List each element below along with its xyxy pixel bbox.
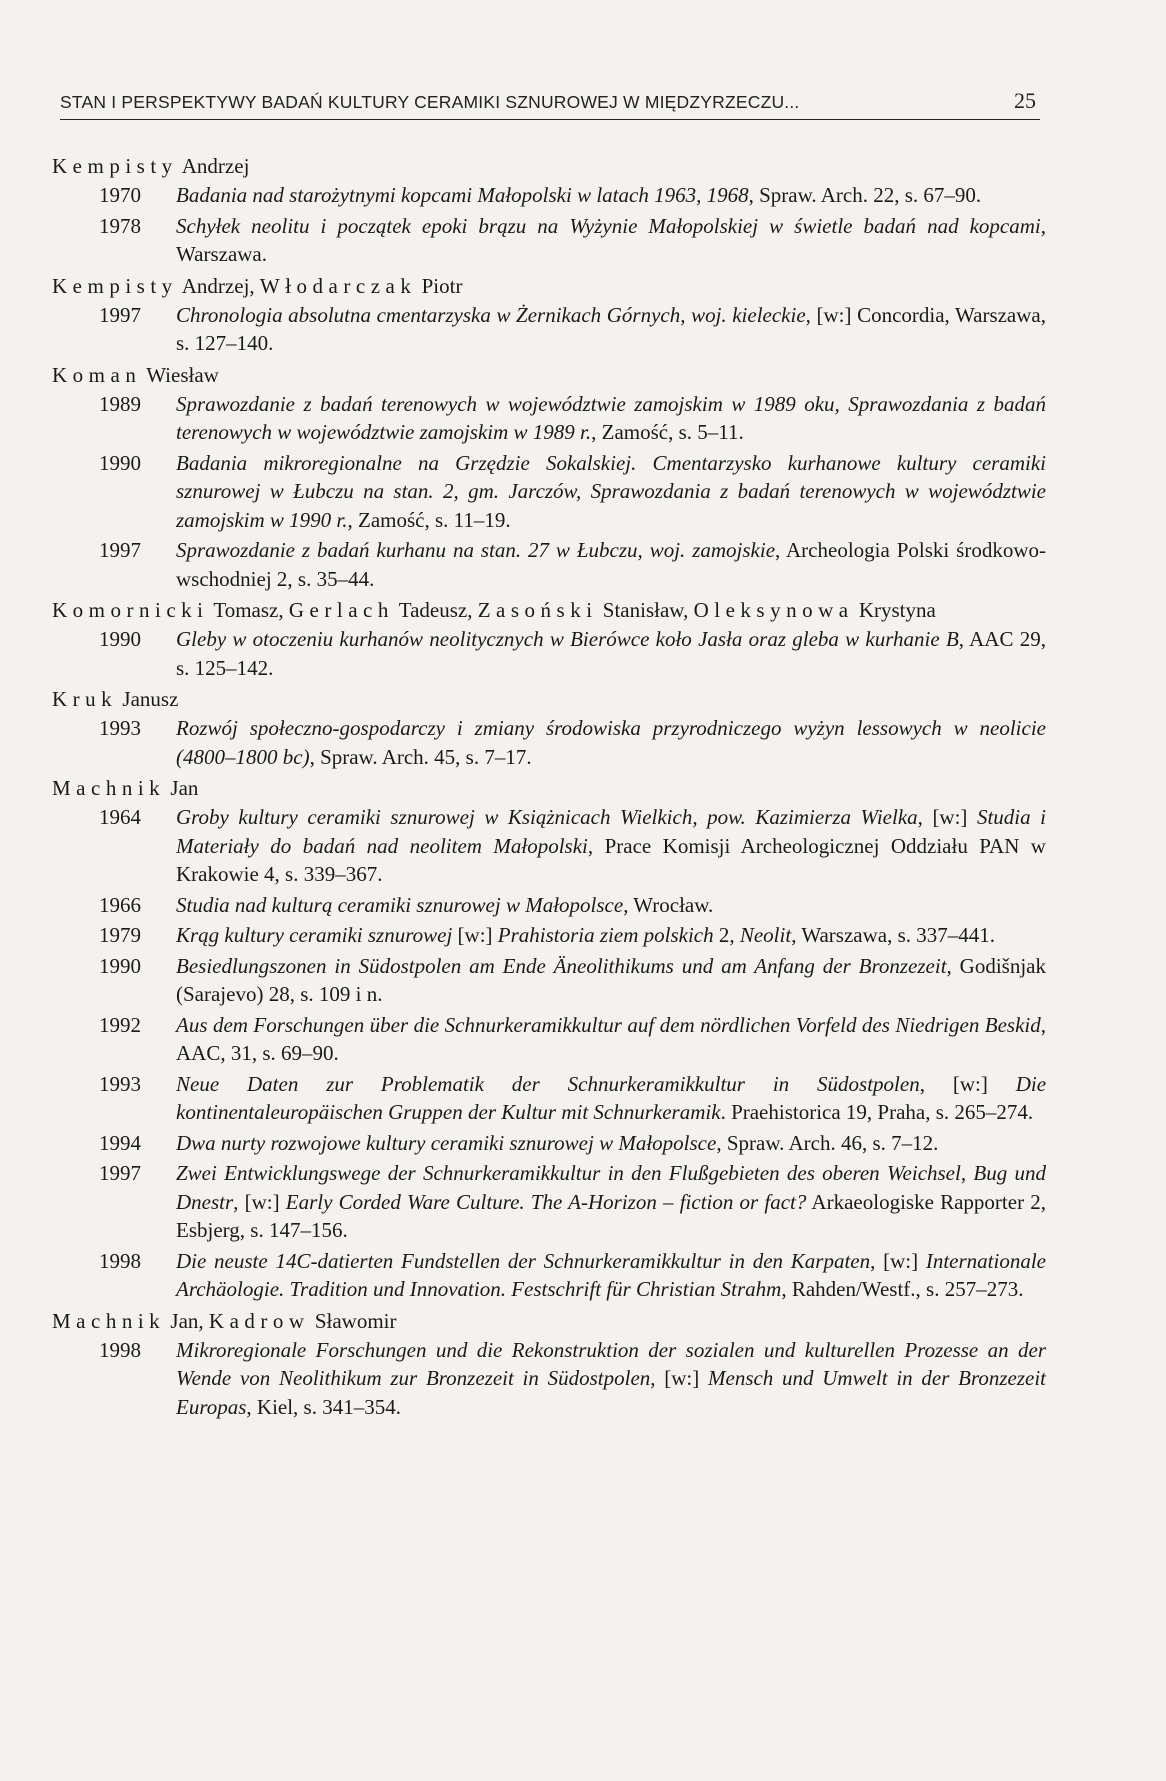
entry-year: 1989	[99, 391, 141, 416]
entry-text-segment: , Zamość, s. 11–19.	[347, 507, 511, 532]
entry-text-segment: , Spraw. Arch. 45, s. 7–17.	[309, 744, 532, 769]
entry-text-segment: , [w:] Concordia, Warszawa, s. 127–140.	[176, 302, 1046, 355]
entry-year: 1998	[99, 1337, 141, 1362]
author-group	[52, 684, 1046, 771]
entry-text	[176, 212, 1046, 269]
author-surname: Kadrow	[208, 1308, 310, 1333]
author-surname: Włodarczak	[259, 273, 417, 298]
entry-text-segment: , [w:]	[917, 805, 977, 829]
entry-title-italic: Early Corded Ware Culture. The A-Horizon – fiction or fact?	[285, 1189, 807, 1214]
entry-title-italic: Dwa nurty rozwojowe kultury ceramiki sznurowej w Małopolsce	[176, 1130, 717, 1155]
author-group	[52, 773, 1046, 1304]
bibliography-entry	[52, 921, 1046, 950]
entry-text	[176, 390, 1046, 447]
bibliography-entry	[52, 625, 1046, 682]
entry-title-italic: Sprawozdanie z badań terenowych w województwie zamojskim w 1989 oku, Sprawozdania z badań terenowych w województwie zamojskim w 1989 r.	[176, 391, 1046, 444]
entry-title-italic: Die kontinentaleuropäischen Gruppen der Kultur mit Schnurkeramik	[176, 1071, 1047, 1124]
author-given-name: Andrzej	[181, 273, 250, 298]
author-surname: Koman	[52, 362, 142, 387]
entry-text-segment: , Kiel, s. 341–354.	[246, 1394, 401, 1419]
entry-year: 1993	[99, 716, 141, 740]
entry-text-segment: , Zamość, s. 5–11.	[591, 420, 744, 444]
entry-text	[176, 921, 1046, 950]
entry-title-italic: Zwei Entwicklungswege der Schnurkeramikkultur in den Flußgebieten des oberen Weichsel, Bug und Dnestr	[176, 1161, 1046, 1214]
entry-text-segment: , Rahden/Westf., s. 257–273.	[781, 1277, 1024, 1301]
author-line	[52, 360, 1046, 390]
entry-year: 1997	[99, 1161, 141, 1185]
author-given-name: Krystyna	[858, 598, 936, 622]
entry-title-italic: Badania nad starożytnymi kopcami Małopolski w latach 1963, 1968	[176, 183, 749, 207]
entry-title-italic: Besiedlungszonen in Südostpolen am Ende Äneolithikums und am Anfang der Bronzezeit	[176, 953, 947, 978]
author-surname: Machnik	[52, 776, 166, 800]
entry-year: 1997	[99, 302, 141, 327]
entry-text-segment: , Spraw. Arch. 46, s. 7–12.	[716, 1130, 939, 1155]
bibliography-entry	[52, 714, 1046, 771]
entry-year: 1979	[99, 923, 141, 947]
author-surname: Kruk	[52, 687, 118, 711]
author-line: Kempisty Andrzej, Włodarczak Piotr	[52, 273, 463, 298]
entry-text-segment: , Wrocław.	[623, 892, 714, 917]
bibliography-entry	[52, 1159, 1046, 1245]
entry-text	[176, 1129, 1046, 1158]
author-given-name: Tadeusz	[398, 598, 468, 622]
entry-text	[176, 449, 1046, 535]
author-given-name: Wiesław	[146, 362, 219, 387]
entry-text-segment: , Prace Komisji Archeologicznej Oddziału PAN w Krakowie 4, s. 339–367.	[176, 833, 1046, 886]
entry-text-segment: , [w:]	[233, 1189, 286, 1214]
author-group	[52, 360, 1046, 594]
entry-text-segment: . Praehistorica 19, Praha, s. 265–274.	[720, 1100, 1034, 1124]
author-given-name: Andrzej	[181, 154, 250, 178]
bibliography-entry	[52, 952, 1046, 1009]
entry-text-segment: , Warszawa.	[176, 213, 1046, 266]
entry-year: 1990	[99, 627, 141, 651]
entry-year: 1997	[99, 538, 141, 562]
entry-text	[176, 301, 1046, 358]
bibliography-entry	[52, 891, 1046, 920]
entry-text-segment: , Spraw. Arch. 22, s. 67–90.	[748, 183, 982, 207]
bibliography-entry	[52, 181, 1046, 210]
entry-text	[176, 181, 1046, 210]
entry-text-segment: 2,	[713, 923, 740, 947]
author-given-name: Janusz	[122, 687, 179, 711]
entry-year: 1970	[99, 183, 141, 207]
entry-title-italic: Groby kultury ceramiki sznurowej w Książnicach Wielkich, pow. Kazimierza Wielka	[176, 805, 918, 829]
author-given-name: Jan	[170, 776, 199, 800]
entry-text	[176, 1159, 1046, 1245]
entry-title-italic: Internationale Archäologie. Tradition und Innovation. Festschrift für Christian Strahm	[176, 1248, 1046, 1301]
entry-title-italic: Krąg kultury ceramiki sznurowej	[176, 923, 453, 947]
entry-title-italic: Neolit	[739, 923, 792, 947]
author-group	[52, 271, 1046, 358]
author-given-name: Stanisław	[602, 598, 684, 622]
entry-year: 1990	[99, 953, 141, 978]
entry-text-segment: , Warszawa, s. 337–441.	[791, 923, 995, 947]
entry-year: 1998	[99, 1248, 141, 1273]
author-line	[52, 151, 1046, 181]
author-given-name: Jan	[170, 1308, 199, 1333]
entry-text	[176, 1011, 1046, 1068]
entry-title-italic: Prahistoria ziem polskich	[497, 923, 714, 947]
entry-text-segment: , AAC 29, s. 125–142.	[176, 627, 1046, 680]
entry-text	[176, 1070, 1046, 1127]
entry-text-segment: [w:]	[452, 923, 498, 947]
author-surname: Kempisty	[52, 154, 178, 178]
entry-text-segment: , Archeologia Polski środkowo-wschodniej 2, s. 35–44.	[176, 538, 1046, 591]
entry-text	[176, 536, 1046, 593]
entry-text-segment: , [w:]	[919, 1071, 1016, 1096]
bibliography-entry	[52, 1247, 1046, 1304]
author-given-name: Piotr	[421, 273, 463, 298]
entry-title-italic: Neue Daten zur Problematik der Schnurkeramikkultur in Südostpolen	[176, 1071, 920, 1096]
entry-title-italic: Sprawozdanie z badań kurhanu na stan. 27 w Łubczu, woj. zamojskie	[176, 538, 776, 562]
bibliography-entry	[52, 301, 1046, 358]
author-line: Komornicki Tomasz, Gerlach Tadeusz, Zasoński Stanisław, Oleksynowa Krystyna	[52, 598, 936, 622]
page-number: 25	[1014, 88, 1036, 113]
bibliography-entry	[52, 1070, 1046, 1127]
entry-text	[176, 952, 1046, 1009]
running-title: STAN I PERSPEKTYWY BADAŃ KULTURY CERAMIKI SZNUROWEJ W MIĘDZYRZECZU...	[60, 92, 800, 112]
bibliography-entry	[52, 803, 1046, 889]
entry-year: 1978	[99, 213, 141, 238]
author-given-name: Tomasz	[213, 598, 279, 622]
entry-title-italic: Aus dem Forschungen über die Schnurkeramikkultur auf dem nördlichen Vorfeld des Niedrigen Beskid	[176, 1012, 1041, 1037]
bibliography-entry	[52, 390, 1046, 447]
bibliography-entry	[52, 1011, 1046, 1068]
entry-text	[176, 1247, 1046, 1304]
entry-text	[176, 1336, 1046, 1422]
author-surname: Kempisty	[52, 273, 178, 298]
bibliography-entry	[52, 212, 1046, 269]
entry-text-segment: , [w:]	[650, 1366, 708, 1390]
author-surname: Komornicki	[52, 598, 209, 622]
author-surname: Machnik	[52, 1308, 166, 1333]
author-surname: Gerlach	[288, 598, 394, 622]
author-given-name: Sławomir	[314, 1308, 397, 1333]
entry-title-italic: Mikroregionale Forschungen und die Rekonstruktion der sozialen und kulturellen Prozesse an der Wende von Neolithikum zur Bronzezeit in Südostpolen	[176, 1337, 1046, 1390]
entry-year: 1992	[99, 1012, 141, 1037]
entry-year: 1994	[99, 1130, 141, 1155]
entry-text-segment: , AAC, 31, s. 69–90.	[176, 1012, 1046, 1065]
bibliography-list	[52, 151, 1046, 1423]
entry-title-italic: Badania mikroregionalne na Grzędzie Sokalskiej. Cmentarzysko kurhanowe kultury ceramiki sznurowej w Łubczu na stan. 2, gm. Jarczów, Sprawozdania z badań terenowych w województwie zamojskim w 1990 r.	[176, 450, 1046, 532]
bibliography-entry	[52, 1129, 1046, 1158]
entry-title-italic: Studia nad kulturą ceramiki sznurowej w Małopolsce	[176, 892, 624, 917]
entry-title-italic: Schyłek neolitu i początek epoki brązu na Wyżynie Małopolskiej w świetle badań nad kopcami	[176, 213, 1041, 238]
author-group	[52, 595, 1046, 682]
entry-title-italic: Mensch und Umwelt in der Bronzezeit Europas	[176, 1366, 1046, 1419]
entry-title-italic: Chronologia absolutna cmentarzyska w Żernikach Górnych, woj. kieleckie	[176, 302, 806, 327]
bibliography-entry	[52, 536, 1046, 593]
entry-year: 1993	[99, 1071, 141, 1096]
entry-text	[176, 891, 1046, 920]
author-surname: Zasoński	[477, 598, 598, 622]
author-line	[52, 773, 1046, 803]
author-group	[52, 1306, 1046, 1422]
running-header	[60, 88, 1040, 120]
author-group	[52, 151, 1046, 269]
entry-text-segment: , [w:]	[870, 1248, 926, 1273]
author-surname: Oleksynowa	[693, 598, 854, 622]
entry-text	[176, 714, 1046, 771]
entry-year: 1990	[99, 450, 141, 475]
entry-title-italic: Die neuste 14C-datierten Fundstellen der Schnurkeramikkultur in den Karpaten	[176, 1248, 871, 1273]
entry-title-italic: Gleby w otoczeniu kurhanów neolitycznych w Bierówce koło Jasła oraz gleba w kurhanie B	[176, 627, 959, 651]
entry-year: 1966	[99, 892, 141, 917]
bibliography-entry	[52, 1336, 1046, 1422]
bibliography-entry	[52, 449, 1046, 535]
author-line	[52, 684, 1046, 714]
entry-year: 1964	[99, 805, 141, 829]
author-line: Machnik Jan, Kadrow Sławomir	[52, 1308, 397, 1333]
entry-text	[176, 625, 1046, 682]
entry-text-segment: Arkaeologiske Rapporter 2, Esbjerg, s. 147–156.	[176, 1189, 1046, 1242]
entry-text-segment: , Godišnjak (Sarajevo) 28, s. 109 i n.	[176, 953, 1047, 1006]
entry-title-italic: Studia i Materiały do badań nad neolitem Małopolski	[176, 805, 1046, 858]
entry-text	[176, 803, 1046, 889]
entry-title-italic: Rozwój społeczno-gospodarczy i zmiany środowiska przyrodniczego wyżyn lessowych w neolicie (4800–1800 bc)	[176, 716, 1046, 769]
